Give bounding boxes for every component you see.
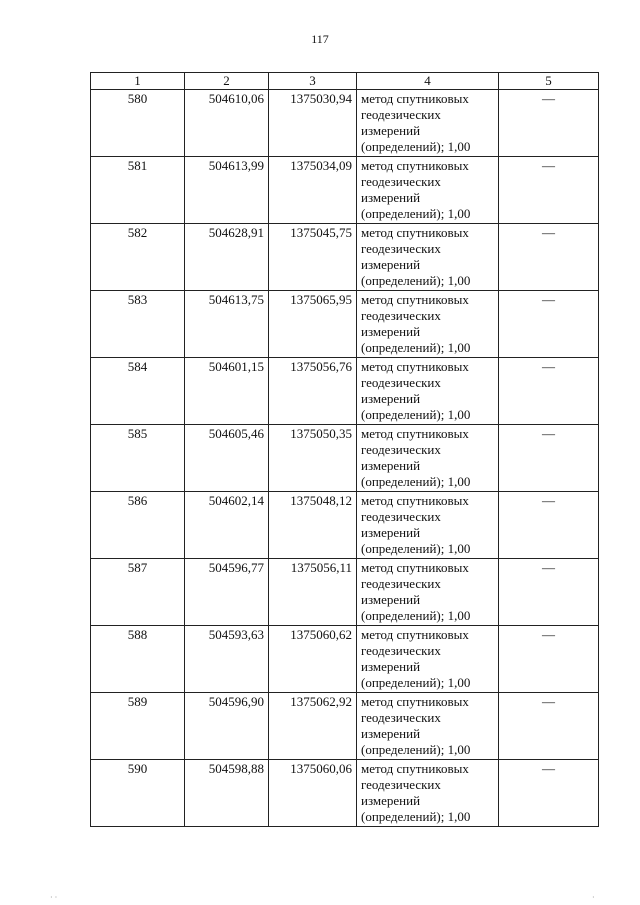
y-coordinate-cell: 1375030,94 bbox=[269, 90, 357, 157]
point-number-cell: 582 bbox=[91, 224, 185, 291]
column-header-4: 4 bbox=[357, 73, 499, 90]
method-cell: метод спутниковых геодезических измерений (определений); 1,00 bbox=[357, 291, 499, 358]
method-cell: метод спутниковых геодезических измерений (определений); 1,00 bbox=[357, 358, 499, 425]
note-cell: — bbox=[499, 425, 599, 492]
method-cell: метод спутниковых геодезических измерений (определений); 1,00 bbox=[357, 693, 499, 760]
point-number-cell: 581 bbox=[91, 157, 185, 224]
x-coordinate-cell: 504593,63 bbox=[185, 626, 269, 693]
point-number-cell: 584 bbox=[91, 358, 185, 425]
y-coordinate-cell: 1375056,11 bbox=[269, 559, 357, 626]
table-row bbox=[91, 291, 599, 358]
point-number-cell: 586 bbox=[91, 492, 185, 559]
table-row bbox=[91, 224, 599, 291]
y-coordinate-cell: 1375062,92 bbox=[269, 693, 357, 760]
note-cell: — bbox=[499, 626, 599, 693]
note-cell: — bbox=[499, 90, 599, 157]
table-row bbox=[91, 358, 599, 425]
column-header-5: 5 bbox=[499, 73, 599, 90]
x-coordinate-cell: 504628,91 bbox=[185, 224, 269, 291]
x-coordinate-cell: 504596,77 bbox=[185, 559, 269, 626]
table-row bbox=[91, 425, 599, 492]
y-coordinate-cell: 1375050,35 bbox=[269, 425, 357, 492]
method-cell: метод спутниковых геодезических измерений (определений); 1,00 bbox=[357, 760, 499, 827]
scan-mark-left: · · bbox=[50, 893, 58, 902]
method-cell: метод спутниковых геодезических измерений (определений); 1,00 bbox=[357, 492, 499, 559]
x-coordinate-cell: 504598,88 bbox=[185, 760, 269, 827]
point-number-cell: 589 bbox=[91, 693, 185, 760]
table-row bbox=[91, 90, 599, 157]
table-row bbox=[91, 760, 599, 827]
table-header-row bbox=[91, 73, 599, 90]
table-row bbox=[91, 157, 599, 224]
x-coordinate-cell: 504605,46 bbox=[185, 425, 269, 492]
coordinates-table bbox=[90, 72, 599, 827]
scan-mark-right: · bbox=[592, 893, 595, 902]
note-cell: — bbox=[499, 224, 599, 291]
x-coordinate-cell: 504602,14 bbox=[185, 492, 269, 559]
point-number-cell: 585 bbox=[91, 425, 185, 492]
column-header-3: 3 bbox=[269, 73, 357, 90]
y-coordinate-cell: 1375056,76 bbox=[269, 358, 357, 425]
method-cell: метод спутниковых геодезических измерений (определений); 1,00 bbox=[357, 224, 499, 291]
x-coordinate-cell: 504601,15 bbox=[185, 358, 269, 425]
note-cell: — bbox=[499, 291, 599, 358]
table-row bbox=[91, 559, 599, 626]
column-header-2: 2 bbox=[185, 73, 269, 90]
method-cell: метод спутниковых геодезических измерений (определений); 1,00 bbox=[357, 626, 499, 693]
note-cell: — bbox=[499, 358, 599, 425]
method-cell: метод спутниковых геодезических измерений (определений); 1,00 bbox=[357, 559, 499, 626]
note-cell: — bbox=[499, 157, 599, 224]
y-coordinate-cell: 1375060,62 bbox=[269, 626, 357, 693]
table-row bbox=[91, 626, 599, 693]
y-coordinate-cell: 1375065,95 bbox=[269, 291, 357, 358]
x-coordinate-cell: 504596,90 bbox=[185, 693, 269, 760]
point-number-cell: 583 bbox=[91, 291, 185, 358]
y-coordinate-cell: 1375034,09 bbox=[269, 157, 357, 224]
x-coordinate-cell: 504613,99 bbox=[185, 157, 269, 224]
method-cell: метод спутниковых геодезических измерений (определений); 1,00 bbox=[357, 425, 499, 492]
point-number-cell: 580 bbox=[91, 90, 185, 157]
point-number-cell: 588 bbox=[91, 626, 185, 693]
note-cell: — bbox=[499, 559, 599, 626]
point-number-cell: 590 bbox=[91, 760, 185, 827]
x-coordinate-cell: 504613,75 bbox=[185, 291, 269, 358]
table-row bbox=[91, 492, 599, 559]
column-header-1: 1 bbox=[91, 73, 185, 90]
x-coordinate-cell: 504610,06 bbox=[185, 90, 269, 157]
table-row bbox=[91, 693, 599, 760]
page-number: 117 bbox=[311, 32, 329, 46]
note-cell: — bbox=[499, 492, 599, 559]
y-coordinate-cell: 1375045,75 bbox=[269, 224, 357, 291]
point-number-cell: 587 bbox=[91, 559, 185, 626]
method-cell: метод спутниковых геодезических измерений (определений); 1,00 bbox=[357, 90, 499, 157]
method-cell: метод спутниковых геодезических измерений (определений); 1,00 bbox=[357, 157, 499, 224]
y-coordinate-cell: 1375060,06 bbox=[269, 760, 357, 827]
note-cell: — bbox=[499, 760, 599, 827]
y-coordinate-cell: 1375048,12 bbox=[269, 492, 357, 559]
note-cell: — bbox=[499, 693, 599, 760]
